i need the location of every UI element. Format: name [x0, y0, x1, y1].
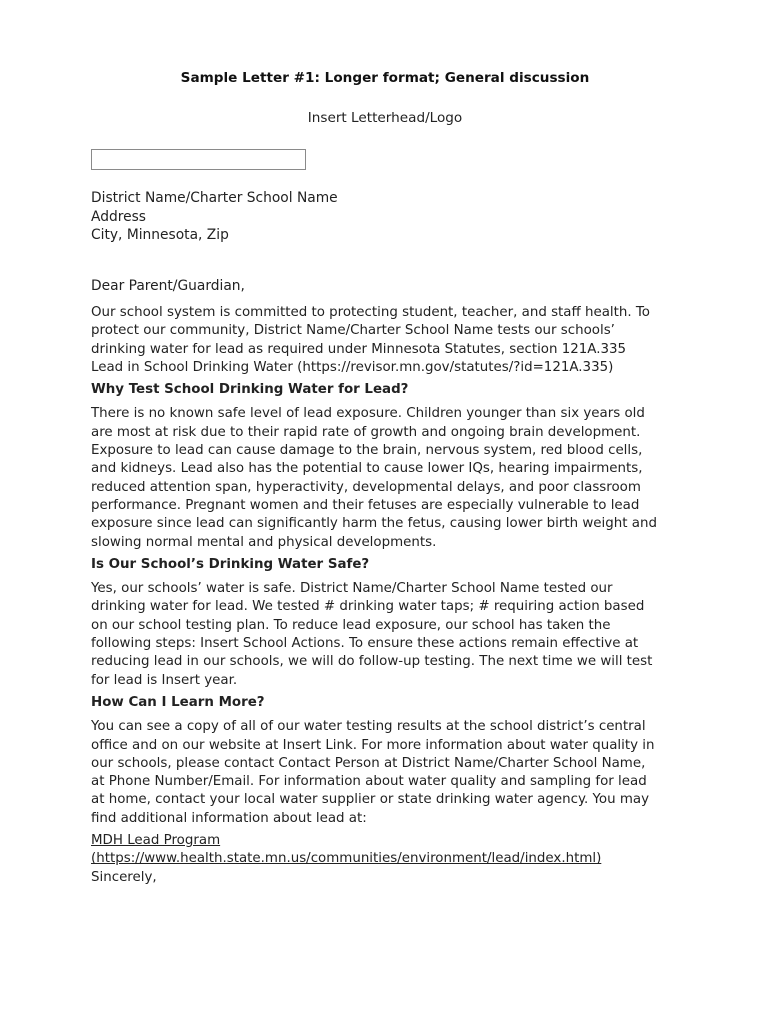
- section-heading-is-safe: Is Our School’s Drinking Water Safe?: [91, 556, 370, 572]
- section-heading-learn-more: How Can I Learn More?: [91, 694, 265, 710]
- section-text-is-safe: Yes, our schools’ water is safe. District Name/Charter School Name tested our drinking water for lead. We tested # drinking water taps; # requiring action based on our school testing plan. To reduce lead exposure, our school has taken the following steps: Insert School Actions. To ensure these actions remain effective at reducing lead in our schools, we will do follow-up testing. The next time we will test for lead is Insert year.: [91, 581, 653, 688]
- address-line-school: District Name/Charter School Name: [91, 190, 338, 206]
- address-line-city: City, Minnesota, Zip: [91, 227, 229, 243]
- letter-body: [91, 304, 691, 891]
- intro-paragraph: Our school system is committed to protecting student, teacher, and staff health. To protect our community, District Name/Charter School Name tests our schools’ drinking water for lead as required under Minnesota Statutes, section 121A.335 Lead in School Drinking Water (https://revisor.mn.gov/statutes/?id=121A.335): [91, 305, 650, 375]
- section-heading-why-test: Why Test School Drinking Water for Lead?: [91, 382, 409, 398]
- section-text-learn-more: You can see a copy of all of our water testing results at the school district’s central office and on our website at Insert Link. For more information about water quality in our schools, please contact Contact Person at District Name/Charter School Name, at Phone Number/Email. For information about water quality and sampling for lead at home, contact your local water supplier or state drinking water agency. You may find additional information about lead at:: [91, 719, 655, 826]
- closing: Sincerely,: [91, 869, 157, 885]
- greeting: Dear Parent/Guardian,: [91, 278, 245, 294]
- mdh-lead-program-link[interactable]: MDH Lead Program (https://www.health.state.mn.us/communities/environment/lead/index.html): [91, 833, 602, 867]
- address-line-street: Address: [91, 208, 146, 225]
- section-text-why-test: There is no known safe level of lead exposure. Children younger than six years old are most at risk due to their rapid rate of growth and ongoing brain development. Exposure to lead can cause damage to the brain, nervous system, red blood cells, and kidneys. Lead also has the potential to cause lower IQs, hearing impairments, reduced attention span, hyperactivity, developmental delays, and poor classroom performance. Pregnant women and their fetuses are especially vulnerable to lead exposure since lead can significantly harm the fetus, causing lower birth weight and slowing normal mental and physical developments.: [91, 406, 657, 550]
- logo-input-box[interactable]: [91, 149, 306, 170]
- address-block: [91, 189, 338, 245]
- letterhead-placeholder: Insert Letterhead/Logo: [307, 110, 463, 126]
- letter-title: Sample Letter #1: Longer format; General discussion: [180, 70, 590, 86]
